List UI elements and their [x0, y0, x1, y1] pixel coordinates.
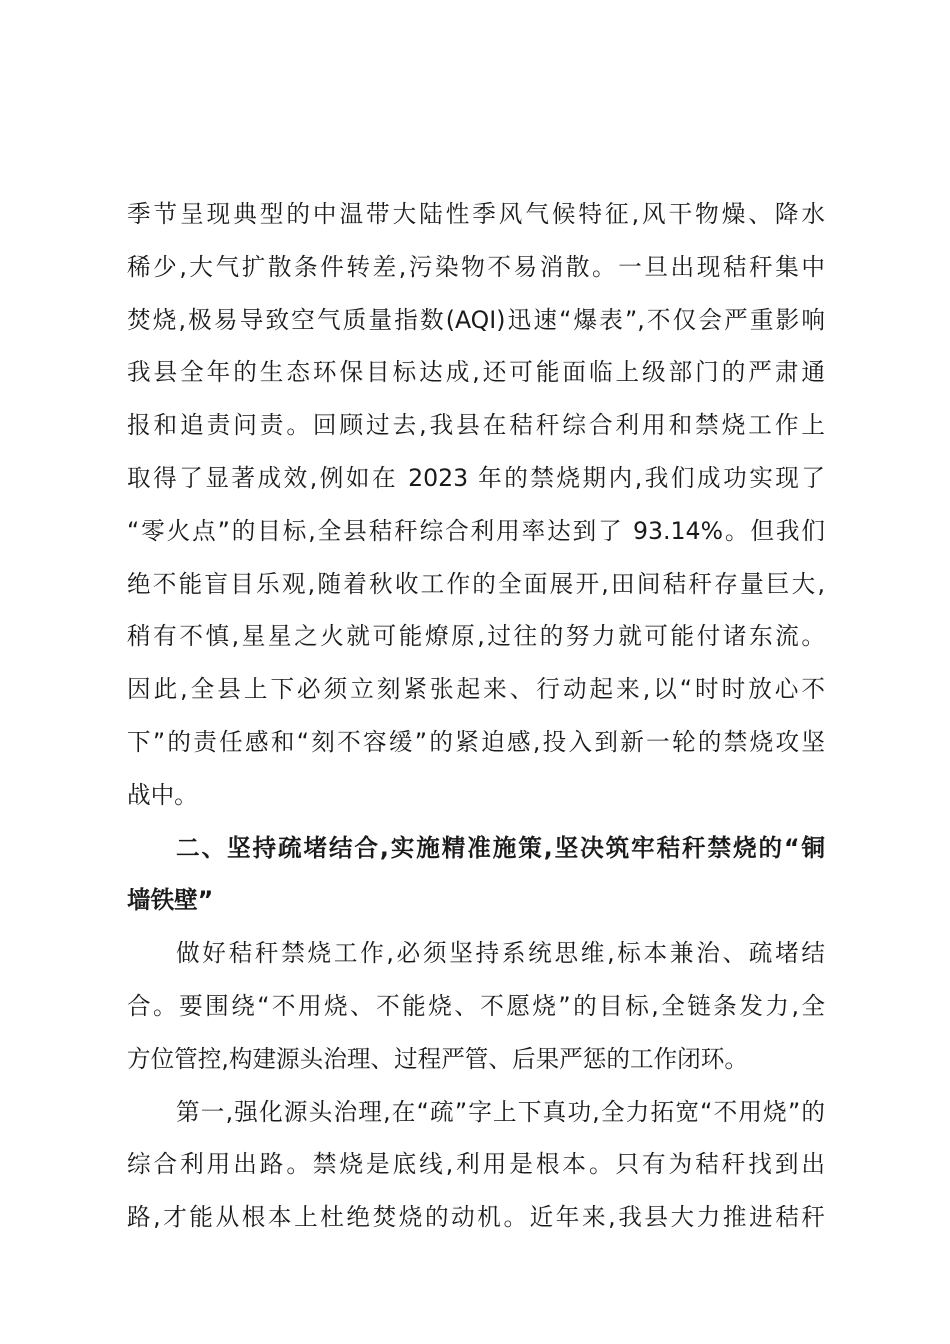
paragraph-line: 方位管控,构建源头治理、过程严管、后果严惩的工作闭环。: [127, 1044, 748, 1073]
paragraph-line: 战中。: [127, 780, 198, 809]
paragraph-line: 下”的责任感和“刻不容缓”的紧迫感,投入到新一轮的禁烧攻坚: [127, 727, 825, 756]
paragraph-line: 因此,全县上下必须立刻紧张起来、行动起来,以“时时放心不: [127, 675, 825, 704]
paragraph-line: 合。要围绕“不用烧、不能烧、不愿烧”的目标,全链条发力,全: [127, 991, 825, 1020]
paragraph-line: 绝不能盲目乐观,随着秋收工作的全面展开,田间秸秆存量巨大,: [127, 569, 825, 598]
paragraph-line: 稀少,大气扩散条件转差,污染物不易消散。一旦出现秸秆集中: [127, 252, 825, 281]
paragraph-line: 焚烧,极易导致空气质量指数(AQI)迅速“爆表”,不仅会严重影响: [127, 305, 825, 334]
section-heading-2: [127, 822, 825, 928]
paragraph-line: 做好秸秆禁烧工作,必须坚持系统思维,标本兼治、疏堵结: [176, 939, 825, 968]
paragraph-source-governance: [127, 1086, 825, 1244]
paragraph-line: 路,才能从根本上杜绝焚烧的动机。近年来,我县大力推进秸秆: [127, 1203, 825, 1232]
paragraph-line: 稍有不慎,星星之火就可能燎原,过往的努力就可能付诸东流。: [127, 622, 825, 651]
paragraph-line: 季节呈现典型的中温带大陆性季风气候特征,风干物燥、降水: [127, 200, 825, 228]
paragraph-seasonal-risk: [127, 188, 825, 822]
heading-line: 墙铁壁”: [127, 886, 214, 915]
paragraph-line: 第一,强化源头治理,在“疏”字上下真功,全力拓宽“不用烧”的: [176, 1097, 825, 1126]
paragraph-systemic-approach: [127, 927, 825, 1085]
paragraph-line: 综合利用出路。禁烧是底线,利用是根本。只有为秸秆找到出: [127, 1150, 825, 1179]
paragraph-line: 取得了显著成效,例如在 2023 年的禁烧期内,我们成功实现了: [127, 463, 825, 492]
document-body: [127, 188, 825, 1244]
paragraph-line: 我县全年的生态环保目标达成,还可能面临上级部门的严肃通: [127, 358, 825, 387]
heading-line: 二、坚持疏堵结合,实施精准施策,坚决筑牢秸秆禁烧的“铜: [176, 833, 825, 862]
paragraph-line: 报和追责问责。回顾过去,我县在秸秆综合利用和禁烧工作上: [127, 411, 825, 440]
paragraph-line: “零火点”的目标,全县秸秆综合利用率达到了 93.14%。但我们: [127, 516, 825, 545]
